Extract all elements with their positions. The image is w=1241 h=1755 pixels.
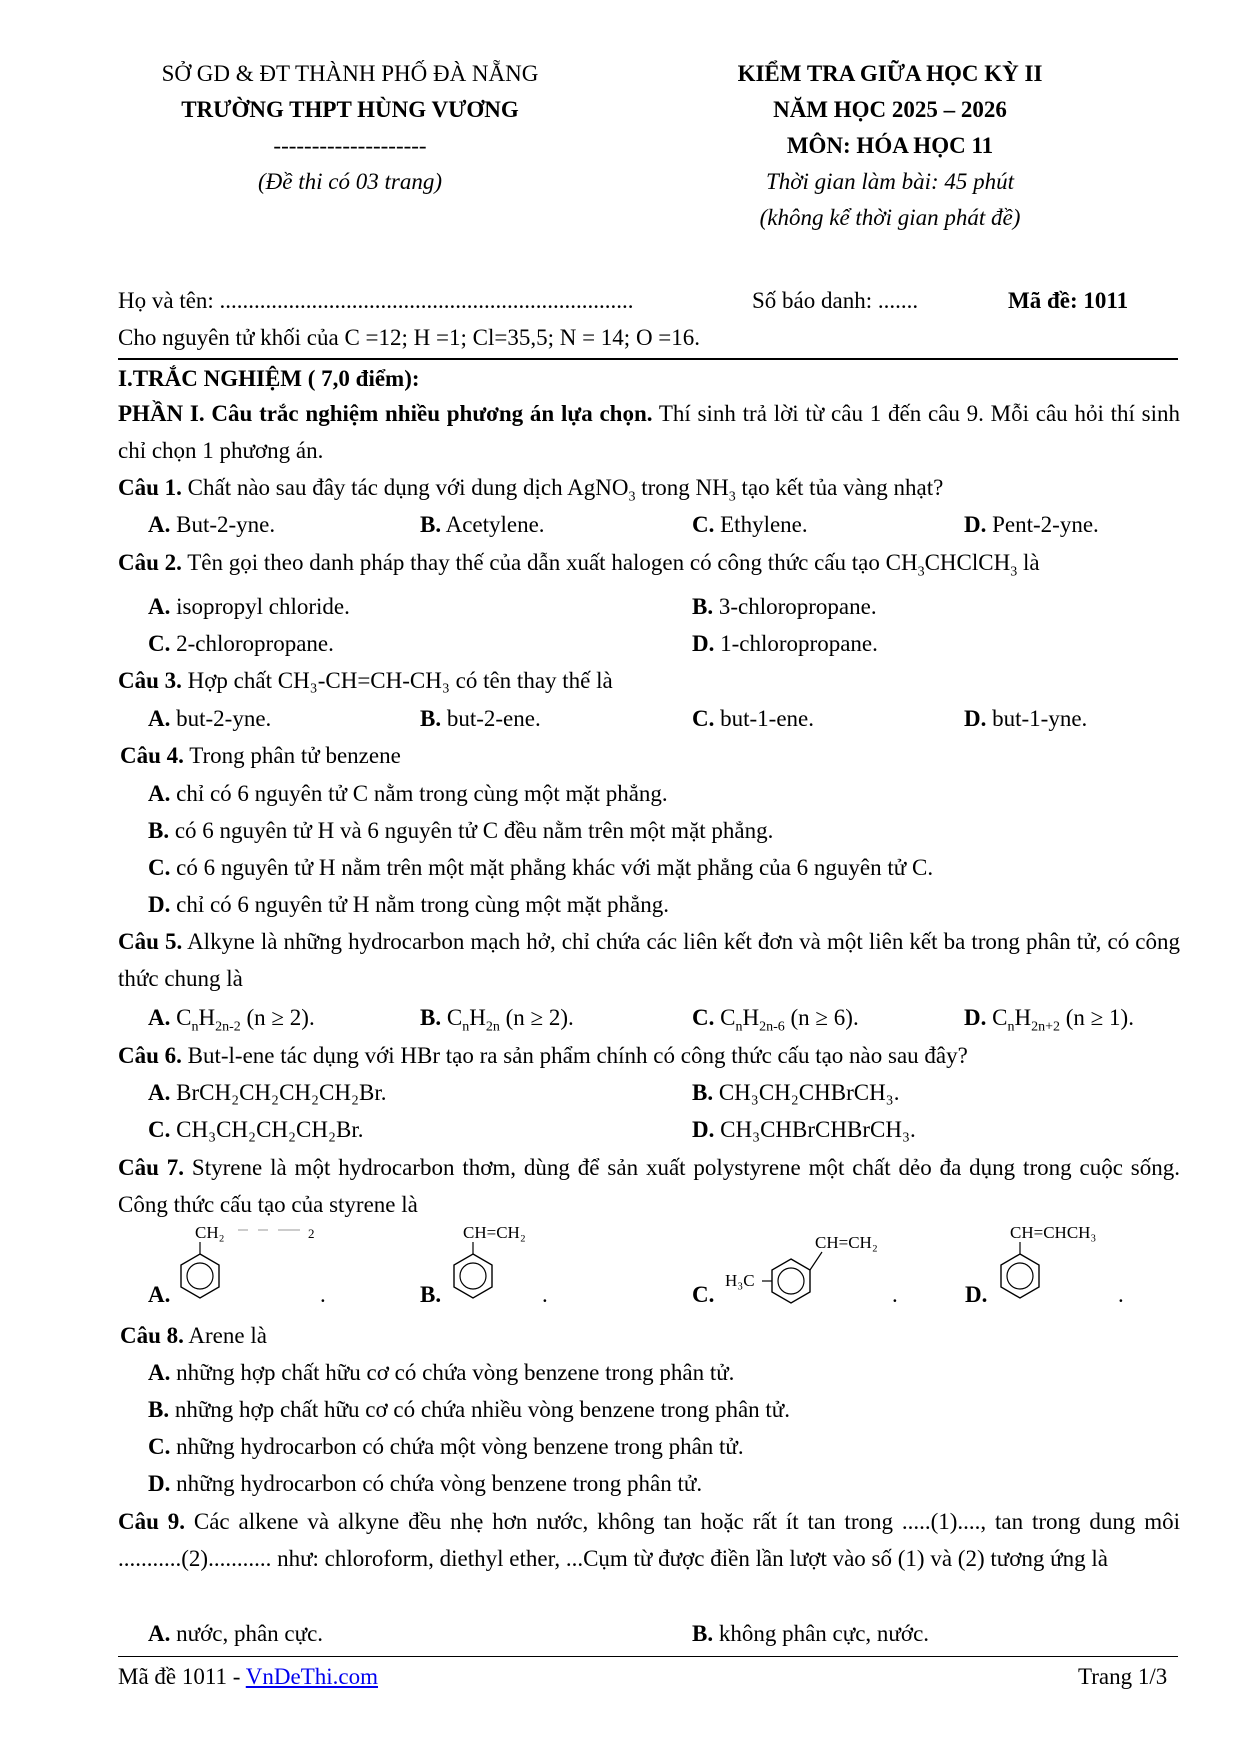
q4-option-b-letter: B. <box>148 818 170 843</box>
q1-number: Câu 1. <box>118 475 182 500</box>
q5-c-hs: 2n-6 <box>759 1019 785 1035</box>
q8-option-d-letter: D. <box>148 1471 171 1496</box>
question-8 <box>120 1317 267 1354</box>
footer-exam-code: Mã đề 1011 - <box>118 1664 246 1689</box>
q7-text: Styrene là một hydrocarbon thơm, dùng để sản xuất polystyrene một chất dẻo đa dụng trong cuộc sống. Công thức cấu tạo của styrene là <box>118 1155 1180 1217</box>
q6-option-d-text: CH₃CHBrCHBrCH₃. <box>720 1117 916 1142</box>
q8-option-c-letter: C. <box>148 1434 171 1459</box>
aromatic-circle-icon <box>187 1263 213 1289</box>
q4-option-a[interactable] <box>148 775 668 812</box>
q7-option-c-structure[interactable] <box>692 1233 898 1307</box>
q1-option-c-text: Ethylene. <box>720 512 808 537</box>
q2-formula-sub-a: 3 <box>917 564 925 580</box>
q8-option-a-text: những hợp chất hữu cơ có chứa vòng benzene trong phân tử. <box>176 1360 735 1385</box>
time-note: (không kể thời gian phát đề) <box>759 205 1021 230</box>
q3-option-d[interactable] <box>964 700 1087 737</box>
q5-number: Câu 5. <box>118 929 183 954</box>
q3-option-b-letter: B. <box>420 706 442 731</box>
q8-text: Arene là <box>183 1323 267 1348</box>
q3-option-b[interactable] <box>420 700 541 737</box>
footer-page-number: Trang 1/3 <box>1078 1664 1168 1689</box>
q9-option-b-letter: B. <box>692 1621 714 1646</box>
q4-text: Trong phân tử benzene <box>183 743 401 768</box>
q5-b-c: C <box>446 1005 463 1030</box>
q9-number: Câu 9. <box>118 1509 186 1534</box>
q1-option-c[interactable] <box>692 506 808 543</box>
q6-option-c[interactable] <box>148 1111 363 1148</box>
q3-option-a-text: but-2-yne. <box>176 706 272 731</box>
atomic-masses: Cho nguyên tử khối của C =12; H =1; Cl=35,5; N = 14; O =16. <box>118 325 701 350</box>
aromatic-circle-icon <box>1007 1263 1033 1289</box>
q8-option-c[interactable] <box>148 1428 744 1465</box>
q5-c-c: C <box>720 1005 736 1030</box>
q1-text-c: tạo kết tủa vàng nhạt? <box>735 475 944 500</box>
q7-option-d-letter: D. <box>965 1282 988 1307</box>
q5-c-h: H <box>742 1005 760 1030</box>
q8-option-a[interactable] <box>148 1354 734 1391</box>
q3-option-d-text: but-1-yne. <box>992 706 1088 731</box>
q3-option-c-text: but-1-ene. <box>720 706 815 731</box>
q3-option-b-text: but-2-ene. <box>446 706 541 731</box>
q3-option-a[interactable] <box>148 700 271 737</box>
q7-option-b-letter: B. <box>420 1282 442 1307</box>
q6-option-a[interactable] <box>148 1074 386 1111</box>
question-9 <box>118 1503 1180 1577</box>
q6-option-a-text: BrCH₂CH₂CH₂CH₂Br. <box>176 1080 387 1105</box>
q7-c-top-bond <box>810 1252 822 1270</box>
q2-option-b-letter: B. <box>692 594 714 619</box>
q8-option-d[interactable] <box>148 1465 702 1502</box>
q5-b-hs: 2n <box>485 1019 500 1035</box>
q8-option-b[interactable] <box>148 1391 790 1428</box>
q1-option-a-letter: A. <box>148 512 171 537</box>
part1-title: PHẦN I. Câu trắc nghiệm nhiều phương án lựa chọn. <box>118 401 653 426</box>
q7-d-dot: . <box>1118 1282 1124 1307</box>
q1-option-b-letter: B. <box>420 512 442 537</box>
q2-option-b[interactable] <box>692 588 877 625</box>
q1-option-c-letter: C. <box>692 512 715 537</box>
q1-option-b-text: Acetylene. <box>445 512 545 537</box>
q1-text-a: Chất nào sau đây tác dụng với dung dịch AgNO <box>181 475 629 500</box>
subject-title: MÔN: HÓA HỌC 11 <box>786 133 994 158</box>
q7-c-substituent: CH=CH₂ <box>815 1233 878 1252</box>
q4-option-d-letter: D. <box>148 892 171 917</box>
q7-option-d-structure[interactable] <box>965 1223 1124 1307</box>
header-dashes: -------------------- <box>273 133 427 158</box>
q7-a-tail: 2 <box>308 1226 315 1241</box>
q2-formula-a: CH <box>885 550 918 575</box>
q9-option-b-text: không phân cực, nước. <box>718 1621 930 1646</box>
q5-d-n: n <box>1007 1019 1015 1035</box>
q7-option-c-letter: C. <box>692 1282 715 1307</box>
q5-d-hs: 2n+2 <box>1031 1019 1060 1035</box>
q4-option-c-text: có 6 nguyên tử H nằm trên một mặt phẳng khác với mặt phẳng của 6 nguyên tử C. <box>176 855 934 880</box>
q7-structures <box>140 1220 1200 1310</box>
part1-instruction: Thí sinh trả lời từ câu 1 đến câu 9. Mỗi câu hỏi thí sinh chỉ chọn 1 phương án. <box>118 401 1180 463</box>
q8-option-a-letter: A. <box>148 1360 171 1385</box>
q4-option-a-text: chỉ có 6 nguyên tử C nằm trong cùng một mặt phẳng. <box>176 781 668 806</box>
q4-option-d-text: chỉ có 6 nguyên tử H nằm trong cùng một mặt phẳng. <box>176 892 669 917</box>
q2-tail: là <box>1017 550 1040 575</box>
q9-option-a[interactable] <box>148 1615 323 1652</box>
q5-a-h: H <box>198 1005 216 1030</box>
school-name: TRƯỜNG THPT HÙNG VƯƠNG <box>181 97 519 122</box>
q1-sub-a: 3 <box>628 489 636 505</box>
q3-number: Câu 3. <box>118 668 182 693</box>
school-year: NĂM HỌC 2025 – 2026 <box>773 97 1007 122</box>
q5-c-cond: (n ≥ 6). <box>784 1005 859 1030</box>
q9-text: Các alkene và alkyne đều nhẹ hơn nước, không tan hoặc rất ít tan trong .....(1)...., tan trong dung môi ...........(2)........... như: chloroform, diethyl ether, ...Cụm từ được điền lần lượt vào số (1) và (2) tương ứng là <box>118 1509 1181 1571</box>
q5-option-b-letter: B. <box>420 1005 442 1030</box>
candidate-name-label: Họ và tên: ........................................................................ <box>118 288 634 313</box>
q7-option-a-structure[interactable] <box>148 1223 326 1307</box>
q3-option-c-letter: C. <box>692 706 715 731</box>
q6-option-b[interactable] <box>692 1074 899 1111</box>
q7-option-a-letter: A. <box>148 1282 171 1307</box>
q3-option-a-letter: A. <box>148 706 171 731</box>
q8-option-b-letter: B. <box>148 1397 170 1422</box>
question-6 <box>118 1037 968 1074</box>
q1-option-d-letter: D. <box>964 512 987 537</box>
q5-a-c: C <box>176 1005 192 1030</box>
q1-option-d[interactable] <box>964 506 1099 543</box>
q7-b-substituent: CH=CH₂ <box>463 1223 526 1242</box>
q3-option-d-letter: D. <box>964 706 987 731</box>
q2-formula-b: CHClCH <box>924 550 1011 575</box>
q6-option-b-letter: B. <box>692 1080 714 1105</box>
header-right <box>650 56 1130 236</box>
q4-option-c-letter: C. <box>148 855 171 880</box>
question-7 <box>118 1149 1180 1223</box>
q6-option-d[interactable] <box>692 1111 916 1148</box>
q4-number: Câu 4. <box>120 743 184 768</box>
q5-a-n: n <box>191 1019 199 1035</box>
q1-sub-b: 3 <box>728 489 736 505</box>
q1-option-b[interactable] <box>420 506 545 543</box>
q4-option-c[interactable] <box>148 849 933 886</box>
q7-b-dot: . <box>542 1282 548 1307</box>
q4-option-d[interactable] <box>148 886 669 923</box>
department-name: SỞ GD & ĐT THÀNH PHỐ ĐÀ NẴNG <box>161 61 539 86</box>
q5-d-c: C <box>992 1005 1008 1030</box>
time-limit: Thời gian làm bài: 45 phút <box>765 169 1015 194</box>
q8-option-d-text: những hydrocarbon có chứa vòng benzene trong phân tử. <box>176 1471 703 1496</box>
q5-d-h: H <box>1014 1005 1032 1030</box>
q3-option-c[interactable] <box>692 700 814 737</box>
q4-option-a-letter: A. <box>148 781 171 806</box>
q7-c-left-group: H₃C <box>725 1271 755 1290</box>
q7-option-b-structure[interactable] <box>420 1223 548 1307</box>
q2-formula-sub-b: 3 <box>1010 564 1018 580</box>
q2-option-d[interactable] <box>692 625 878 662</box>
aromatic-circle-icon <box>460 1263 486 1289</box>
q2-option-a-letter: A. <box>148 594 171 619</box>
q6-number: Câu 6. <box>118 1043 182 1068</box>
q1-text-b: trong NH <box>635 475 729 500</box>
q5-a-hs: 2n-2 <box>215 1019 241 1035</box>
q2-option-b-text: 3-chloropropane. <box>718 594 877 619</box>
q5-option-c-letter: C. <box>692 1005 715 1030</box>
q5-option-d-letter: D. <box>964 1005 987 1030</box>
question-5 <box>118 923 1180 997</box>
question-2 <box>118 544 1040 591</box>
q4-option-b[interactable] <box>148 812 773 849</box>
q5-option-d[interactable] <box>964 999 1134 1046</box>
q7-a-dot: . <box>320 1282 326 1307</box>
q7-a-substituent: CH₂ <box>195 1223 225 1242</box>
q2-text: Tên gọi theo danh pháp thay thế của dẫn xuất halogen có công thức cấu tạo <box>181 550 886 575</box>
q5-b-n: n <box>462 1019 470 1035</box>
question-4 <box>120 737 401 774</box>
q8-number: Câu 8. <box>120 1323 184 1348</box>
q6-option-c-letter: C. <box>148 1117 171 1142</box>
candidate-number-label: Số báo danh: ....... <box>752 288 919 313</box>
q1-option-a-text: But-2-yne. <box>176 512 276 537</box>
header-left <box>110 56 590 200</box>
q5-text: Alkyne là những hydrocarbon mạch hở, chỉ chứa các liên kết đơn và một liên kết ba trong phân tử, có công thức chung là <box>118 929 1180 991</box>
question-3 <box>118 662 613 699</box>
q9-option-a-letter: A. <box>148 1621 171 1646</box>
part1-header <box>118 395 1180 469</box>
pages-note: (Đề thi có 03 trang) <box>258 169 442 194</box>
q6-option-c-text: CH₃CH₂CH₂CH₂Br. <box>176 1117 364 1142</box>
q2-option-a[interactable] <box>148 588 350 625</box>
q5-b-h: H <box>469 1005 486 1030</box>
q6-option-a-letter: A. <box>148 1080 171 1105</box>
q2-option-d-letter: D. <box>692 631 715 656</box>
q2-option-c-letter: C. <box>148 631 171 656</box>
q2-number: Câu 2. <box>118 550 182 575</box>
q8-option-c-text: những hydrocarbon có chứa một vòng benzene trong phân tử. <box>176 1434 744 1459</box>
q7-d-substituent: CH=CHCH₃ <box>1010 1223 1097 1242</box>
q1-option-a[interactable] <box>148 506 275 543</box>
q2-option-d-text: 1-chloropropane. <box>720 631 878 656</box>
exam-title: KIỂM TRA GIỮA HỌC KỲ II <box>737 61 1043 86</box>
q6-text: But-l-ene tác dụng với HBr tạo ra sản phẩm chính có công thức cấu tạo nào sau đây? <box>181 1043 968 1068</box>
q2-option-c-text: 2-chloropropane. <box>176 631 334 656</box>
footer-site-link[interactable]: VnDeThi.com <box>245 1664 378 1689</box>
q1-option-d-text: Pent-2-yne. <box>992 512 1099 537</box>
q5-c-n: n <box>735 1019 743 1035</box>
q9-option-a-text: nước, phân cực. <box>176 1621 324 1646</box>
q5-b-cond: (n ≥ 2). <box>499 1005 574 1030</box>
q5-d-cond: (n ≥ 1). <box>1060 1005 1134 1030</box>
q2-option-a-text: isopropyl chloride. <box>176 594 350 619</box>
q7-c-dot: . <box>892 1282 898 1307</box>
q2-option-c[interactable] <box>148 625 334 662</box>
q6-option-b-text: CH₃CH₂CHBrCH₃. <box>718 1080 900 1105</box>
exam-code-label: Mã đề: 1011 <box>1008 288 1129 313</box>
q9-option-b[interactable] <box>692 1615 929 1652</box>
section1-title: I.TRẮC NGHIỆM ( 7,0 điểm): <box>118 366 420 391</box>
q7-number: Câu 7. <box>118 1155 185 1180</box>
footer-left <box>118 1658 378 1695</box>
q5-a-cond: (n ≥ 2). <box>240 1005 315 1030</box>
aromatic-circle-icon <box>778 1268 804 1294</box>
q3-text: Hợp chất CH₃-CH=CH-CH₃ có tên thay thế là <box>181 668 613 693</box>
q4-option-b-text: có 6 nguyên tử H và 6 nguyên tử C đều nằm trên một mặt phẳng. <box>174 818 774 843</box>
footer-divider <box>118 1656 1178 1657</box>
q6-option-d-letter: D. <box>692 1117 715 1142</box>
q5-option-a-letter: A. <box>148 1005 171 1030</box>
q8-option-b-text: những hợp chất hữu cơ có chứa nhiều vòng benzene trong phân tử. <box>174 1397 791 1422</box>
